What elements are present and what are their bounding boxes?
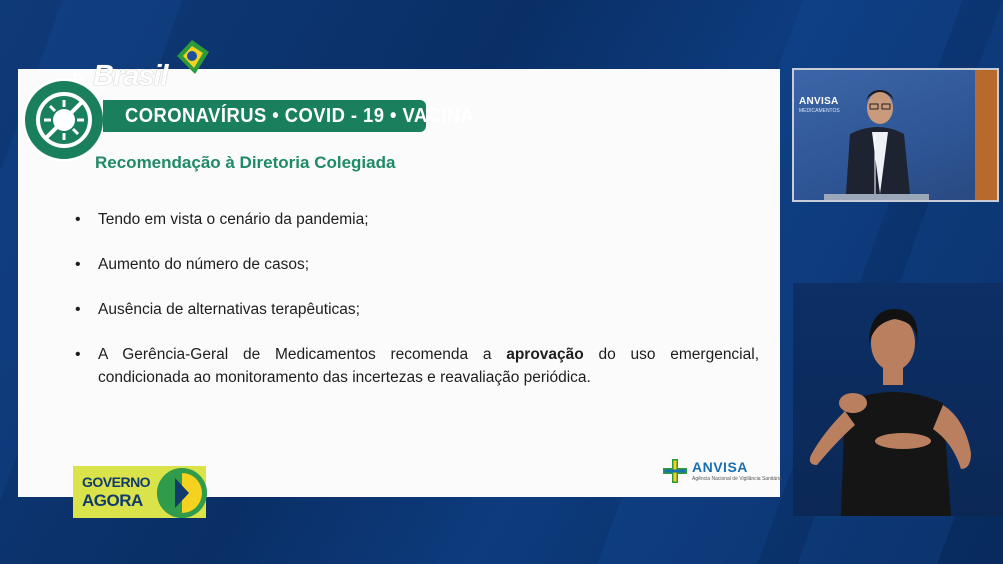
flag-icon (173, 38, 211, 76)
bullet-list (74, 208, 759, 411)
brasil-label: Brasil (93, 60, 168, 92)
sign-language-interpreter-video (793, 283, 1003, 516)
speaker-subtitle: MEDICAMENTOS (799, 108, 840, 114)
gov-line1: GOVERNO (82, 474, 151, 490)
speaker-figure (794, 70, 999, 202)
gov-line2: AGORA (82, 491, 143, 510)
anvisa-cross-icon (662, 458, 688, 484)
bullet-item: • Ausência de alternativas terapêuticas; (74, 298, 759, 321)
covid-banner (103, 100, 475, 132)
banner-text: CORONAVÍRUS • COVID - 19 • VACINA (125, 105, 475, 127)
speaker-brand: ANVISA (799, 96, 839, 107)
tv-label: tv (73, 68, 86, 84)
slide-title: Recomendação à Diretoria Colegiada (95, 153, 396, 172)
bullet-text-bold: aprovação (506, 346, 584, 363)
interpreter-figure (793, 283, 1003, 516)
tv-brasil-logo (73, 38, 223, 98)
speaker-video (792, 68, 999, 202)
governo-agora-logo (73, 466, 206, 518)
anvisa-logo (662, 458, 782, 488)
bullet-item: • Aumento do número de casos; (74, 253, 759, 276)
bullet-item (74, 343, 759, 389)
bullet-text-end: do uso emergencial, condicionada ao monitoramento das incertezas e reavaliação periódica. (98, 346, 759, 386)
anvisa-tagline: Agência Nacional de Vigilância Sanitária (692, 476, 782, 482)
bullet-text-start: A Gerência-Geral de Medicamentos recomenda a (98, 346, 507, 363)
bullet-item: • Tendo em vista o cenário da pandemia; (74, 208, 759, 231)
anvisa-name: ANVISA (692, 459, 748, 475)
gov-emblem-icon (157, 468, 207, 518)
